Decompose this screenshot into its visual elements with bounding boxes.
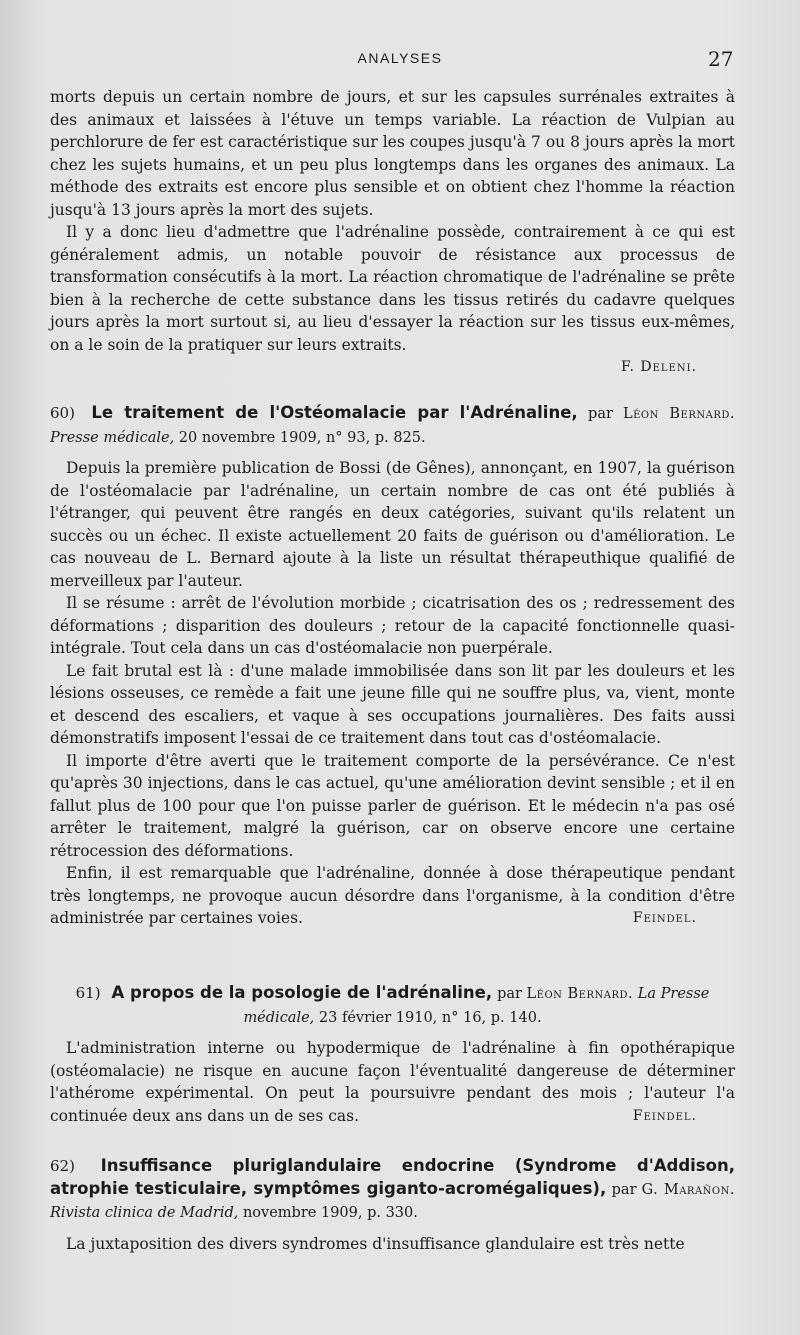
entry-number: 61) [75, 984, 101, 1002]
citation-details: 20 novembre 1909, n° 93, p. 825. [178, 429, 426, 446]
citation-author: Léon Bernard. [526, 986, 634, 1002]
citation-author: G. Marañon. [641, 1181, 735, 1198]
body-paragraph: La juxtaposition des divers syndromes d'insuffisance glandulaire est très nette [66, 1234, 685, 1253]
citation-by: par [497, 986, 522, 1002]
citation-details: novembre 1909, p. 330. [242, 1205, 418, 1221]
entry-heading [50, 1155, 735, 1225]
paragraph-text: Enfin, il est remarquable que l'adrénaline, donnée à dose thérapeutique pendant très longtemps, ne provoque aucun désordre dans l'organisme, à la condition d'être administrée par certaines voies. [50, 864, 735, 927]
paragraph-text: L'administration interne ou hypodermique de l'adrénaline à fin opothérapique (ostéomalacie) ne risque en aucune façon l'éventualité dangereuse de déterminer l'athérome expérimental. On peut la poursuivre pendant des mois ; l'auteur l'a continuée deux ans dans un de ses cas. [50, 1039, 735, 1125]
entry-number: 62) [50, 1157, 75, 1175]
entry-number: 60) [50, 404, 75, 422]
entry-62 [50, 1155, 735, 1255]
entry-title: Le traitement de l'Ostéomalacie par l'Adrénaline, [91, 403, 578, 422]
body-paragraph: Il y a donc lieu d'admettre que l'adrénaline possède, contrairement à ce qui est généralement admis, un notable pouvoir de résistance aux processus de transformation consécutifs à la mort. La réaction chromatique de l'adrénaline se prête bien à la recherche de cette substance dans les tissus retirés du cadavre quelques jours après la mort surtout si, au lieu d'essayer la réaction sur les tissus eux-mêmes, on a le soin de la pratiquer sur leurs extraits. [50, 223, 735, 354]
body-paragraph: Le fait brutal est là : d'une malade immobilisée dans son lit par les douleurs et les lésions osseuses, ce remède a fait une jeune fille qui ne souffre plus, va, vient, monte et descend des escaliers, et vaque à ses occupations journalières. Des faits aussi démonstratifs imposent l'essai de ce traitement dans tout cas d'ostéomalacie. [50, 661, 735, 747]
body-paragraph [50, 1037, 735, 1127]
running-header: ANALYSES [357, 50, 443, 66]
entry-heading [50, 982, 735, 1029]
body-paragraph: Depuis la première publication de Bossi (de Gênes), annonçant, en 1907, la guérison de l'ostéomalacie par l'adrénaline, un certain nombre de cas ont été publiés à l'étranger, qui peuvent être rangés en deux catégories, suivant qu'ils relatent un succès ou un échec. Il existe actuellement 20 faits de guérison ou d'amélioration. Le cas nouveau de L. Bernard ajoute à la liste un résultat thérapeuthique qualifié de merveilleux par l'auteur. [50, 459, 735, 590]
entry-title: A propos de la posologie de l'adrénaline, [111, 983, 493, 1002]
body-paragraph: morts depuis un certain nombre de jours, et sur les capsules surrénales extraites à des animaux et laissées à l'étuve un temps variable. La réaction de Vulpian au perchlorure de fer est caractéristique sur les coupes jusqu'à 7 ou 8 jours après la mort chez les sujets humains, et un peu plus longtemps dans les organes des animaux. La méthode des extraits est encore plus sensible et on obtient chez l'homme la réaction jusqu'à 13 jours après la mort des sujets. [50, 88, 735, 219]
citation-journal: La Presse médicale, [243, 986, 710, 1026]
citation-by: par [588, 406, 613, 422]
body-paragraph: Il se résume : arrêt de l'évolution morbide ; cicatrisation des os ; redressement des déformations ; disparition des douleurs ; retour de la capacité fonctionnelle quasi-intégrale. Tout cela dans un cas d'ostéomalacie non puerpérale. [50, 594, 735, 657]
entry-title: Insuffisance pluriglandulaire endocrine (Syndrome d'Addison, atrophie testiculaire, symptômes giganto-acromégaliques), [50, 1156, 735, 1198]
entry-60 [50, 402, 735, 930]
author-signature: F. Deleni. [620, 359, 697, 375]
citation-by: par [611, 1181, 637, 1198]
page-number: 27 [708, 47, 734, 71]
citation-details: 23 février 1910, n° 16, p. 140. [318, 1009, 542, 1026]
author-signature: Feindel. [632, 1107, 697, 1124]
citation-author: Léon Bernard. [622, 406, 735, 422]
citation-journal: Presse médicale, [50, 429, 175, 446]
entry-heading [50, 402, 735, 449]
body-paragraph: Il importe d'être averti que le traitement comporte de la persévérance. Ce n'est qu'après 30 injections, dans le cas actuel, qu'une amélioration devint sensible ; et il en fallut plus de 100 pour que l'on puisse parler de guérison. Et le médecin n'a pas osé arrêter le traitement, malgré la guérison, car on observe encore une certaine rétrocession des déformations. [50, 751, 735, 860]
entry-61 [50, 982, 735, 1127]
author-signature: Feindel. [632, 910, 697, 926]
citation-journal: Rivista clinica de Madrid, [50, 1205, 239, 1221]
continuation-section [50, 86, 735, 378]
body-paragraph [50, 862, 735, 930]
